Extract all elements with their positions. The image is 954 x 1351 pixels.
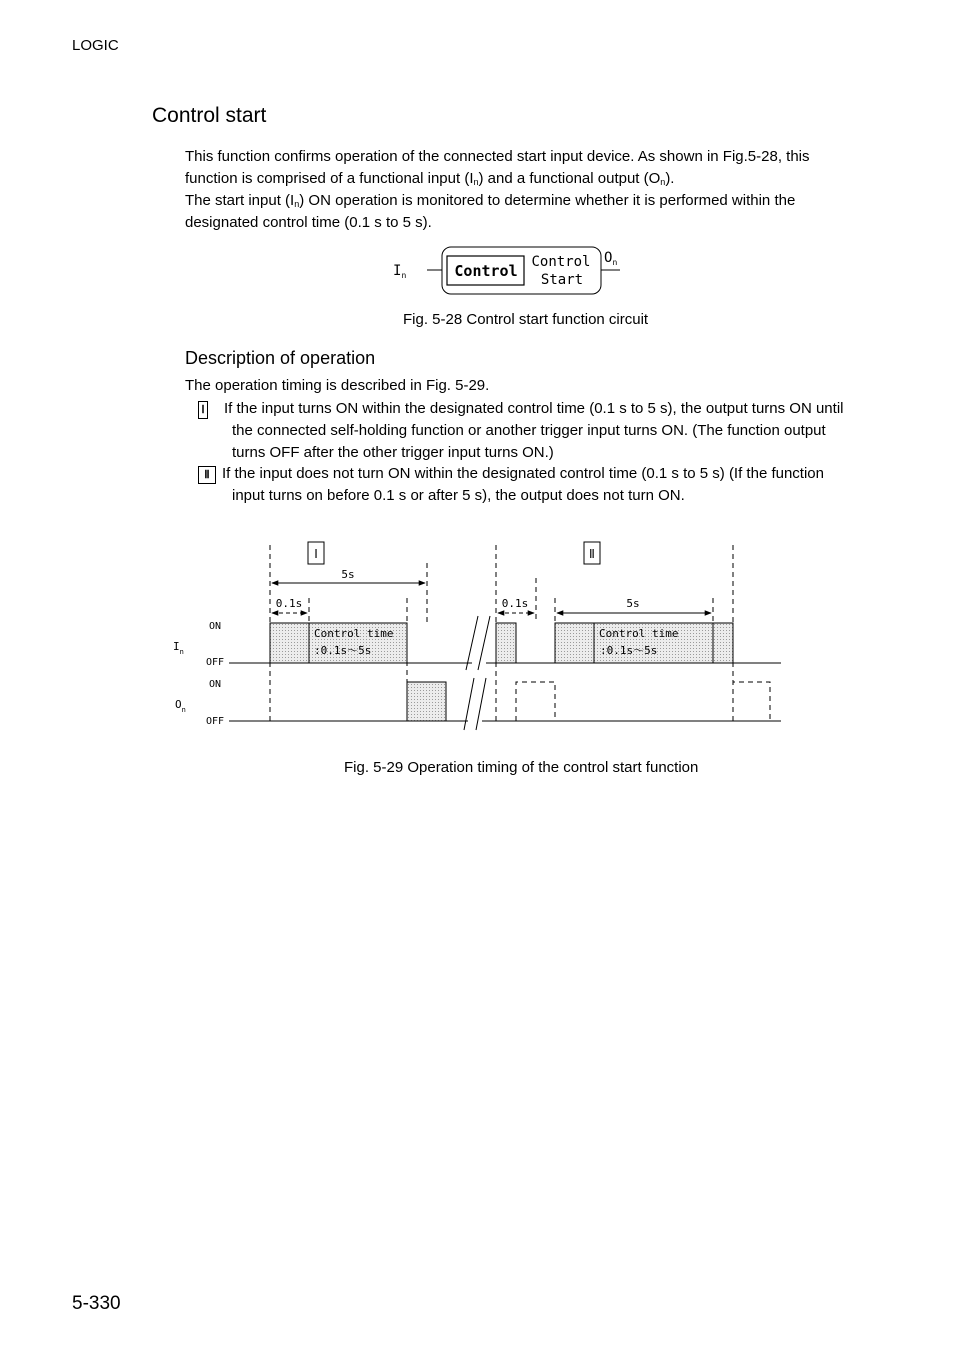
description-item-2 xyxy=(185,463,881,507)
control-block-label: Control xyxy=(454,262,518,280)
item-1-line-1: If the input turns ON within the designated control time (0.1 s to 5 s), the output turns ON until xyxy=(224,400,844,417)
description-item-1 xyxy=(185,398,881,464)
control-time-range-1: :0.1s～5s xyxy=(314,644,372,657)
intro-line-4: designated control time (0.1 s to 5 s). xyxy=(185,214,432,231)
intro-line-3: The start input $(I_n)$ ON operation is monitored to determine whether it is performed within the xyxy=(185,192,796,209)
case-1-label: Ⅰ xyxy=(314,547,318,561)
description-heading: Description of operation xyxy=(185,348,376,368)
input-signal-label: $I_n$ xyxy=(173,640,184,656)
intro-line-1: This function confirms operation of the connected start input device. As shown in Fig.5-28, this xyxy=(185,148,810,165)
item-1-line-2: the connected self-holding function or another trigger input turns ON. (The function output xyxy=(232,422,826,439)
description-intro: The operation timing is described in Fig. 5-29. xyxy=(185,377,490,394)
function-name-line-1: Control xyxy=(531,254,591,270)
item-marker-1: Ⅰ xyxy=(198,401,208,419)
control-start-circuit-diagram xyxy=(380,240,640,302)
output-no-pulse-1 xyxy=(516,682,555,721)
item-2-line-1: If the input does not turn ON within the designated control time (0.1 s to 5 s) (If the function xyxy=(222,465,824,482)
output-pulse-case-1 xyxy=(407,682,446,721)
output-on-label: ON xyxy=(209,679,222,690)
page-number: 5-330 xyxy=(72,1293,121,1314)
figure-caption-5-29: Fig. 5-29 Operation timing of the control start function xyxy=(344,759,699,776)
interval-01s-label-1: 0.1s xyxy=(275,597,303,610)
item-marker-2: Ⅱ xyxy=(198,466,216,484)
input-off-label: OFF xyxy=(206,657,225,668)
item-2-line-2: input turns on before 0.1 s or after 5 s), the output does not turn ON. xyxy=(232,487,685,504)
case-2-label: Ⅱ xyxy=(589,547,595,561)
control-time-label-1: Control time xyxy=(314,627,394,640)
function-name-line-2: Start xyxy=(540,272,584,288)
output-off-label: OFF xyxy=(206,716,225,727)
interval-01s-label-2: 0.1s xyxy=(501,597,529,610)
output-no-pulse-2 xyxy=(733,682,770,721)
input-pulse-too-short xyxy=(496,623,516,663)
page-title: Control start xyxy=(152,104,267,127)
intro-paragraph xyxy=(185,146,881,234)
output-signal-label: $O_n$ xyxy=(175,698,186,714)
intro-line-2: function is comprised of a functional input $(I_n)$ and a functional output $(O_n)$. xyxy=(185,170,675,187)
item-1-line-3: turns OFF after the other trigger input turns ON.) xyxy=(232,444,554,461)
input-label-in: $I_n$ xyxy=(393,263,407,280)
control-time-label-2: Control time xyxy=(599,627,679,640)
control-time-range-2: :0.1s～5s xyxy=(600,644,658,657)
input-on-label: ON xyxy=(209,621,222,632)
timing-diagram xyxy=(160,535,800,740)
axis-break-marks xyxy=(464,616,490,730)
figure-caption-5-28: Fig. 5-28 Control start function circuit xyxy=(403,311,649,328)
interval-5s-label-2: 5s xyxy=(626,597,640,610)
section-header: LOGIC xyxy=(72,37,119,54)
interval-5s-label-1: 5s xyxy=(341,568,355,581)
output-label-on: $O_n$ xyxy=(604,250,618,267)
